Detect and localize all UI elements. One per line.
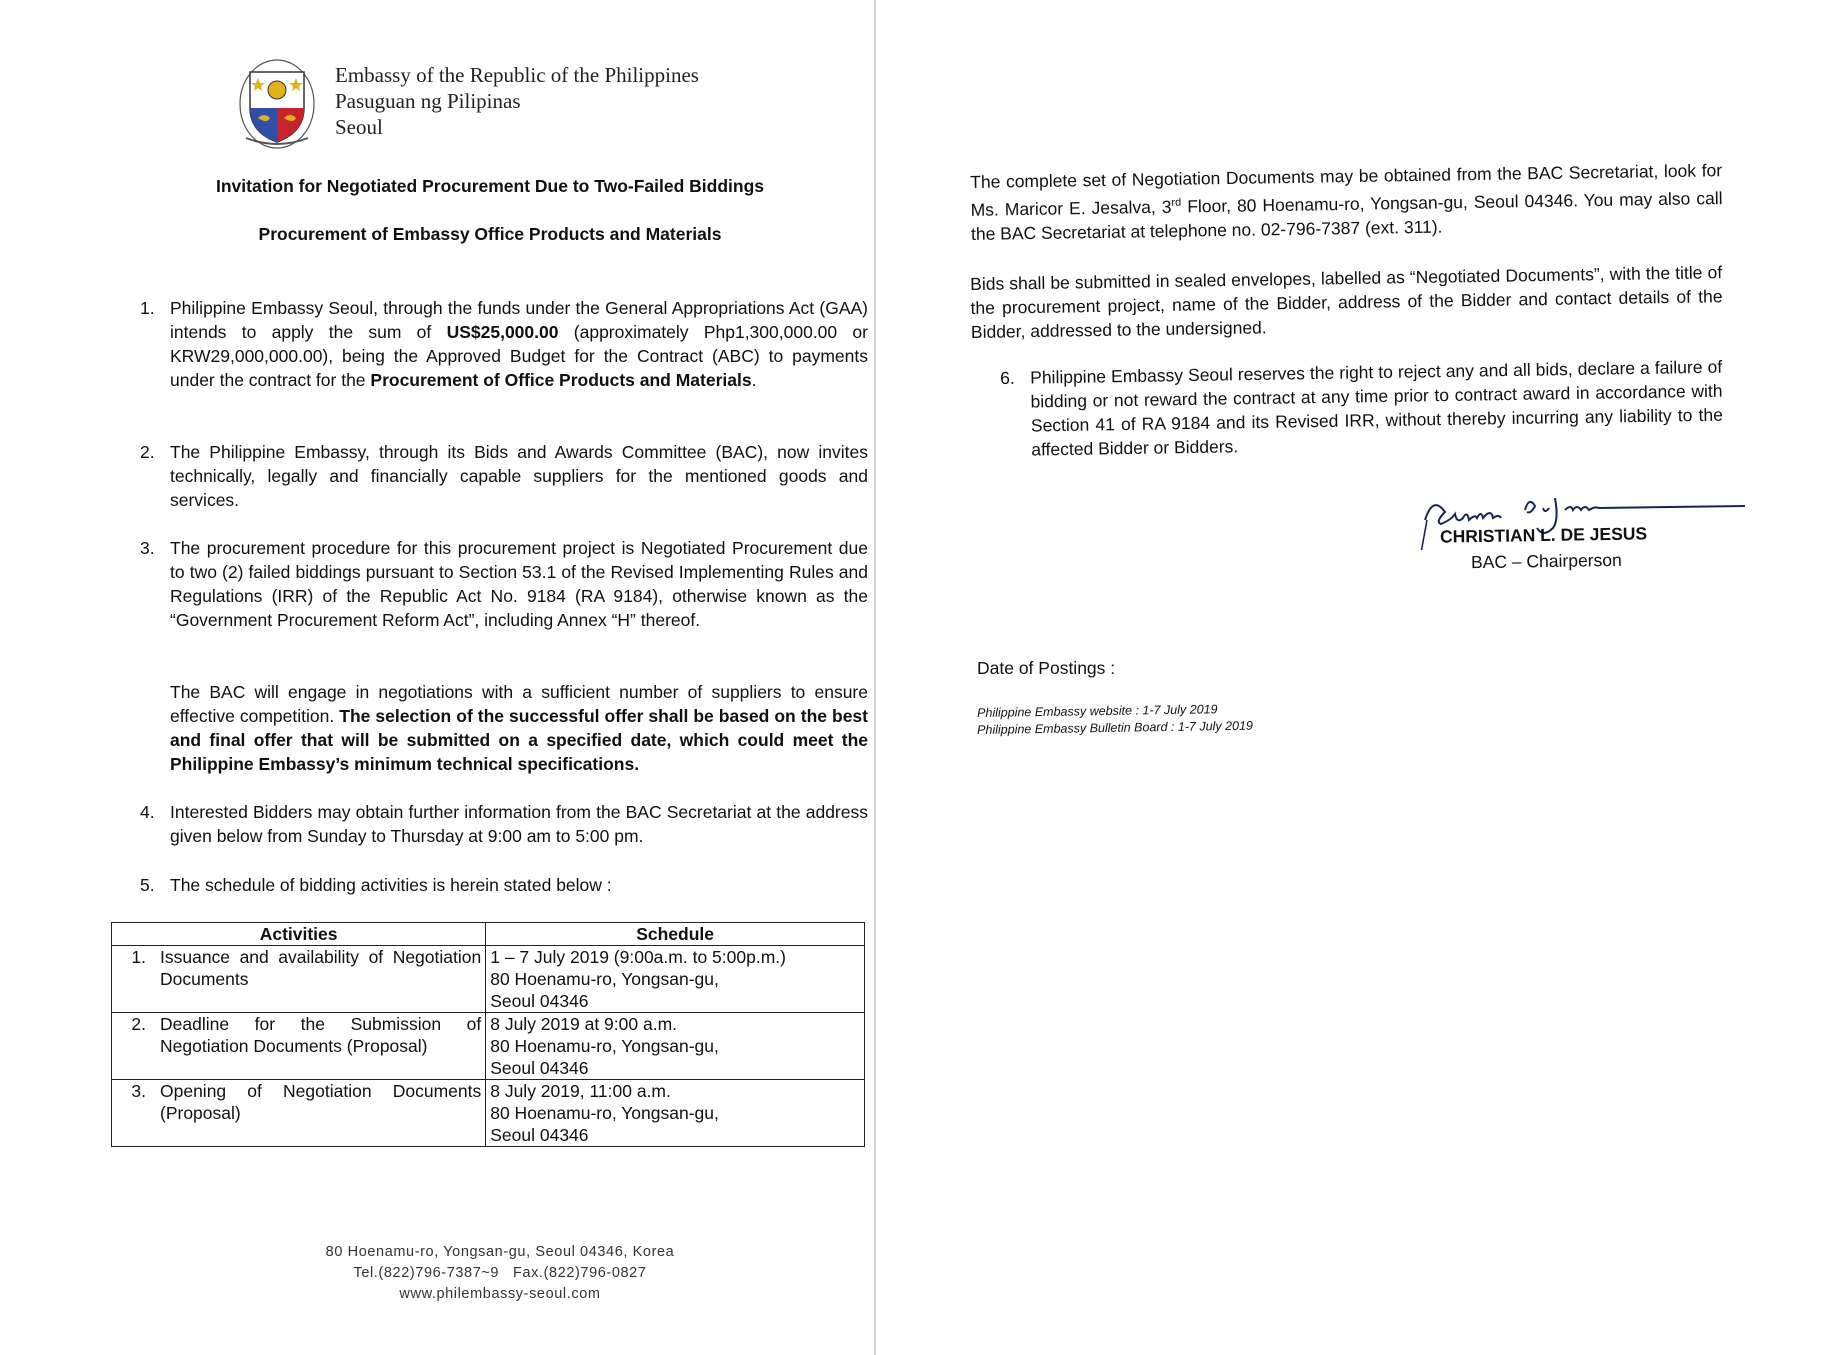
- letterhead-line-3: Seoul: [335, 115, 383, 139]
- list-item-1: [140, 296, 868, 392]
- left-page: [0, 0, 876, 1355]
- schedule-city: Seoul 04346: [490, 1125, 589, 1145]
- footer-phones: Tel.(822)796-7387~9 Fax.(822)796-0827: [353, 1265, 647, 1281]
- schedule-cell: [486, 1080, 865, 1147]
- list-item-number: 5.: [140, 875, 155, 895]
- table-header-schedule: Schedule: [486, 923, 865, 946]
- table-row: [112, 1013, 865, 1080]
- schedule-address: 80 Hoenamu-ro, Yongsan-gu,: [490, 969, 719, 989]
- item3b-text-bold: The selection of the successful offer shall be based on the best and final offer that will be submitted on a specified date, which could meet the Philippine Embassy’s minimum technical specifications.: [170, 706, 868, 774]
- list-item-text: The procurement procedure for this procurement project is Negotiated Procurement due to two (2) failed biddings pursuant to Section 53.1 of the Revised Implementing Rules and Regulations (IRR) of the Republic Act No. 9184 (RA 9184), otherwise known as the “Government Procurement Reform Act”, including Annex “H” thereof.: [170, 538, 868, 630]
- activity-text: Opening of Negotiation Documents (Proposal): [160, 1081, 482, 1123]
- schedule-city: Seoul 04346: [490, 1058, 589, 1078]
- table-header-activities: Activities: [112, 923, 486, 946]
- list-item-5: [140, 873, 868, 897]
- schedule-date: 8 July 2019, 11:00 a.m.: [490, 1081, 671, 1101]
- schedule-table: [111, 922, 865, 1147]
- list-item-3: [140, 536, 868, 632]
- list-item-text: The Philippine Embassy, through its Bids and Awards Committee (BAC), now invites technically, legally and financially capable suppliers for the mentioned goods and services.: [170, 442, 868, 510]
- page-divider: [874, 0, 876, 1355]
- item3b-text-a: The BAC will engage in negotiations with a sufficient number of suppliers to ensure effective competition.: [170, 682, 868, 726]
- item1-text-a: Philippine Embassy Seoul, through the funds under the General Appropriations Act (GAA) intends to apply the sum of: [170, 298, 868, 342]
- documents-paragraph: [970, 158, 1723, 246]
- list-item-number: 2.: [140, 442, 155, 462]
- schedule-city: Seoul 04346: [490, 991, 589, 1011]
- list-item-2: [140, 440, 868, 512]
- list-item-text: [170, 680, 868, 776]
- schedule-address: 80 Hoenamu-ro, Yongsan-gu,: [490, 1036, 719, 1056]
- signatory-title: BAC – Chairperson: [1470, 549, 1622, 573]
- list-item-number: 6.: [1000, 367, 1015, 388]
- signatory-name: CHRISTIAN L. DE JESUS: [1439, 523, 1648, 547]
- philippine-seal-icon: [238, 58, 316, 150]
- schedule-address: 80 Hoenamu-ro, Yongsan-gu,: [490, 1103, 719, 1123]
- letterhead-line-1: Embassy of the Republic of the Philippines: [335, 63, 699, 87]
- schedule-cell: [486, 1013, 865, 1080]
- list-item-number: 1.: [140, 298, 155, 318]
- list-item-3-continued: [140, 680, 868, 776]
- table-row: [112, 946, 865, 1013]
- floor-superscript: rd: [1171, 196, 1182, 209]
- activity-number: 2.: [131, 1014, 146, 1034]
- table-row: [112, 1080, 865, 1147]
- activity-number: 1.: [131, 947, 146, 967]
- schedule-date: 1 – 7 July 2019 (9:00a.m. to 5:00p.m.): [490, 947, 786, 967]
- activity-text: Deadline for the Submission of Negotiation Documents (Proposal): [160, 1014, 482, 1056]
- letterhead-line-2: Pasuguan ng Pilipinas: [335, 89, 521, 113]
- procurement-name: Procurement of Office Products and Materials: [370, 370, 752, 390]
- table-header-row: [112, 923, 865, 946]
- list-item-number: 3.: [140, 538, 155, 558]
- item1-text-c: (approximately Php1,300,000.00 or KRW29,000,000.00), being the Approved Budget for the Contract (ABC) to payments under the contract for the: [170, 322, 868, 390]
- list-item-number: 4.: [140, 802, 155, 822]
- activity-number: 3.: [131, 1081, 146, 1101]
- activity-cell: [112, 1080, 486, 1147]
- activity-cell: [112, 946, 486, 1013]
- letterhead: [335, 62, 699, 140]
- letter-footer: [250, 1242, 750, 1305]
- document-title: Invitation for Negotiated Procurement Due to Two-Failed Biddings: [215, 176, 765, 196]
- document-subtitle: Procurement of Embassy Office Products and Materials: [258, 224, 722, 244]
- documents-text-a: The complete set of Negotiation Documents may be obtained from the BAC Secretariat, look for Ms. Maricor E. Jesalva, 3: [970, 160, 1723, 220]
- budget-amount: US$25,000.00: [446, 322, 559, 342]
- schedule-date: 8 July 2019 at 9:00 a.m.: [490, 1014, 678, 1034]
- activity-text: Issuance and availability of Negotiation Documents: [160, 947, 482, 989]
- postings-label: Date of Postings :: [977, 658, 1116, 678]
- list-item-text: Interested Bidders may obtain further information from the BAC Secretariat at the address given below from Sunday to Thursday at 9:00 am to 5:00 pm.: [170, 802, 868, 846]
- footer-website: www.philembassy-seoul.com: [399, 1286, 601, 1302]
- list-item-text: The schedule of bidding activities is herein stated below :: [170, 875, 612, 895]
- posting-bulletin-board: Philippine Embassy Bulletin Board : 1-7 July 2019: [977, 718, 1254, 737]
- schedule-cell: [486, 946, 865, 1013]
- bids-paragraph: Bids shall be submitted in sealed envelopes, labelled as “Negotiated Documents”, with the title of the procurement project, name of the Bidder, address of the Bidder and contact details of the Bidder, addressed to the undersigned.: [970, 262, 1723, 342]
- documents-text-b: Floor, 80 Hoenamu-ro, Yongsan-gu, Seoul 04346. You may also call the BAC Secretariat at telephone no. 02-796-7387 (ext. 311).: [970, 188, 1723, 244]
- list-item-text: Philippine Embassy Seoul reserves the right to reject any and all bids, declare a failure of bidding or not reward the contract at any time prior to contract award in accordance with Section 41 of RA 9184 and its Revised IRR, without thereby incurring any liability to the affected Bidder or Bidders.: [1030, 356, 1724, 460]
- posting-website: Philippine Embassy website : 1-7 July 2019: [977, 702, 1218, 720]
- list-item-text: [170, 296, 868, 392]
- list-item-4: [140, 800, 868, 848]
- item1-text-e: .: [751, 370, 757, 390]
- activity-cell: [112, 1013, 486, 1080]
- footer-address: 80 Hoenamu-ro, Yongsan-gu, Seoul 04346, Korea: [325, 1244, 675, 1260]
- list-item-6: [1000, 355, 1723, 462]
